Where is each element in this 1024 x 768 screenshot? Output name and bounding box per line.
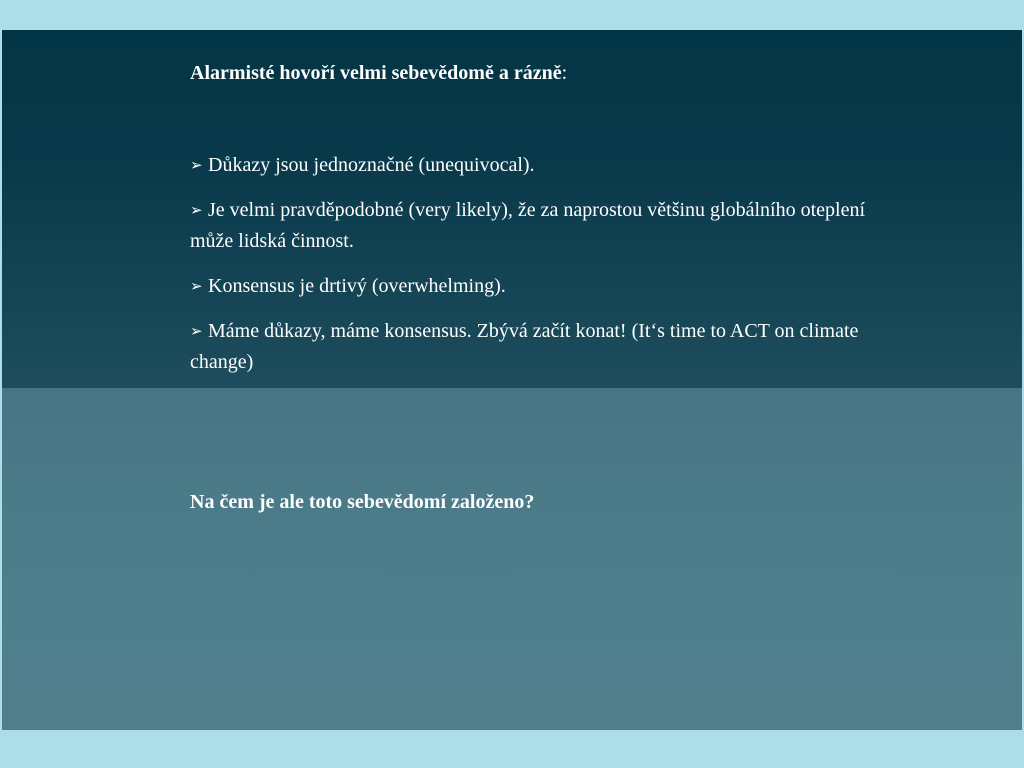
list-item xyxy=(190,195,890,257)
heading-colon: : xyxy=(561,62,568,84)
arrow-bullet-icon: ➢ xyxy=(190,156,203,174)
slide-heading xyxy=(190,61,567,85)
list-item xyxy=(190,150,890,181)
list-item-text: Máme důkazy, máme konsensus. Zbývá začít konat! (It‘s time to ACT on climate change) xyxy=(190,320,859,373)
arrow-bullet-icon: ➢ xyxy=(190,277,203,295)
arrow-bullet-icon: ➢ xyxy=(190,322,203,340)
bullet-list xyxy=(190,150,890,392)
list-item-text: Je velmi pravděpodobné (very likely), že za naprostou většinu globálního oteplení může lidská činnost. xyxy=(190,199,866,252)
arrow-bullet-icon: ➢ xyxy=(190,201,203,219)
light-content-panel xyxy=(2,388,1022,730)
top-border-band xyxy=(0,0,1024,30)
list-item xyxy=(190,271,890,302)
bottom-border-band xyxy=(0,730,1024,768)
closing-question: Na čem je ale toto sebevědomí založeno? xyxy=(190,491,535,513)
list-item-text: Důkazy jsou jednoznačné (unequivocal). xyxy=(208,154,535,176)
list-item xyxy=(190,316,890,378)
list-item-text: Konsensus je drtivý (overwhelming). xyxy=(208,275,506,297)
heading-text: Alarmisté hovoří velmi sebevědomě a rázně xyxy=(190,62,562,84)
